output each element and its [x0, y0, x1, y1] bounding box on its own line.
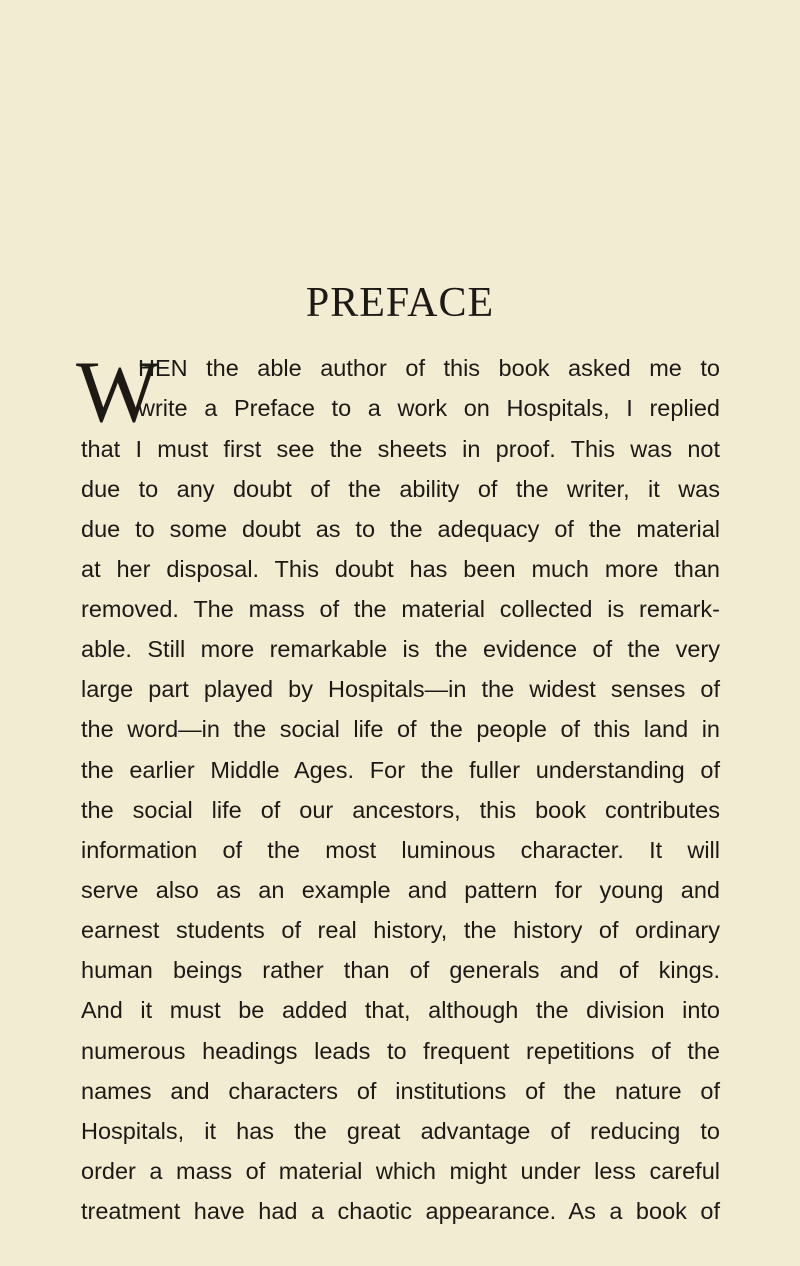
text-line: that I must first see the sheets in proof. This was not [81, 436, 720, 462]
text-line: due to some doubt as to the adequacy of the material [81, 516, 720, 542]
text-line: names and characters of institutions of the nature of [81, 1078, 720, 1104]
text-line: at her disposal. This doubt has been much more than [81, 556, 720, 582]
text-line: the social life of our ancestors, this book contributes [81, 797, 720, 823]
text-line: the earlier Middle Ages. For the fuller understanding of [81, 757, 720, 783]
text-line: HEN the able author of this book asked me to [138, 355, 720, 381]
text-line: serve also as an example and pattern for young and [81, 877, 720, 903]
drop-cap: W [76, 344, 160, 441]
page-title: PREFACE [305, 280, 495, 326]
text-line: due to any doubt of the ability of the writer, it was [81, 476, 720, 502]
text-line: Hospitals, it has the great advantage of reducing to [81, 1118, 720, 1144]
text-line: write a Preface to a work on Hospitals, I replied [138, 395, 720, 421]
text-line: numerous headings leads to frequent repetitions of the [81, 1038, 720, 1064]
text-line: removed. The mass of the material collected is remark- [81, 596, 720, 622]
text-line: order a mass of material which might under less careful [81, 1158, 720, 1184]
text-line: large part played by Hospitals—in the widest senses of [81, 676, 720, 702]
text-line: And it must be added that, although the division into [81, 997, 720, 1023]
text-line: information of the most luminous character. It will [81, 837, 720, 863]
text-line: the word—in the social life of the people of this land in [81, 716, 720, 742]
text-line: treatment have had a chaotic appearance. As a book of [81, 1198, 720, 1224]
text-line: able. Still more remarkable is the evidence of the very [81, 636, 720, 662]
text-line: earnest students of real history, the history of ordinary [81, 917, 720, 943]
text-line: human beings rather than of generals and of kings. [81, 957, 720, 983]
